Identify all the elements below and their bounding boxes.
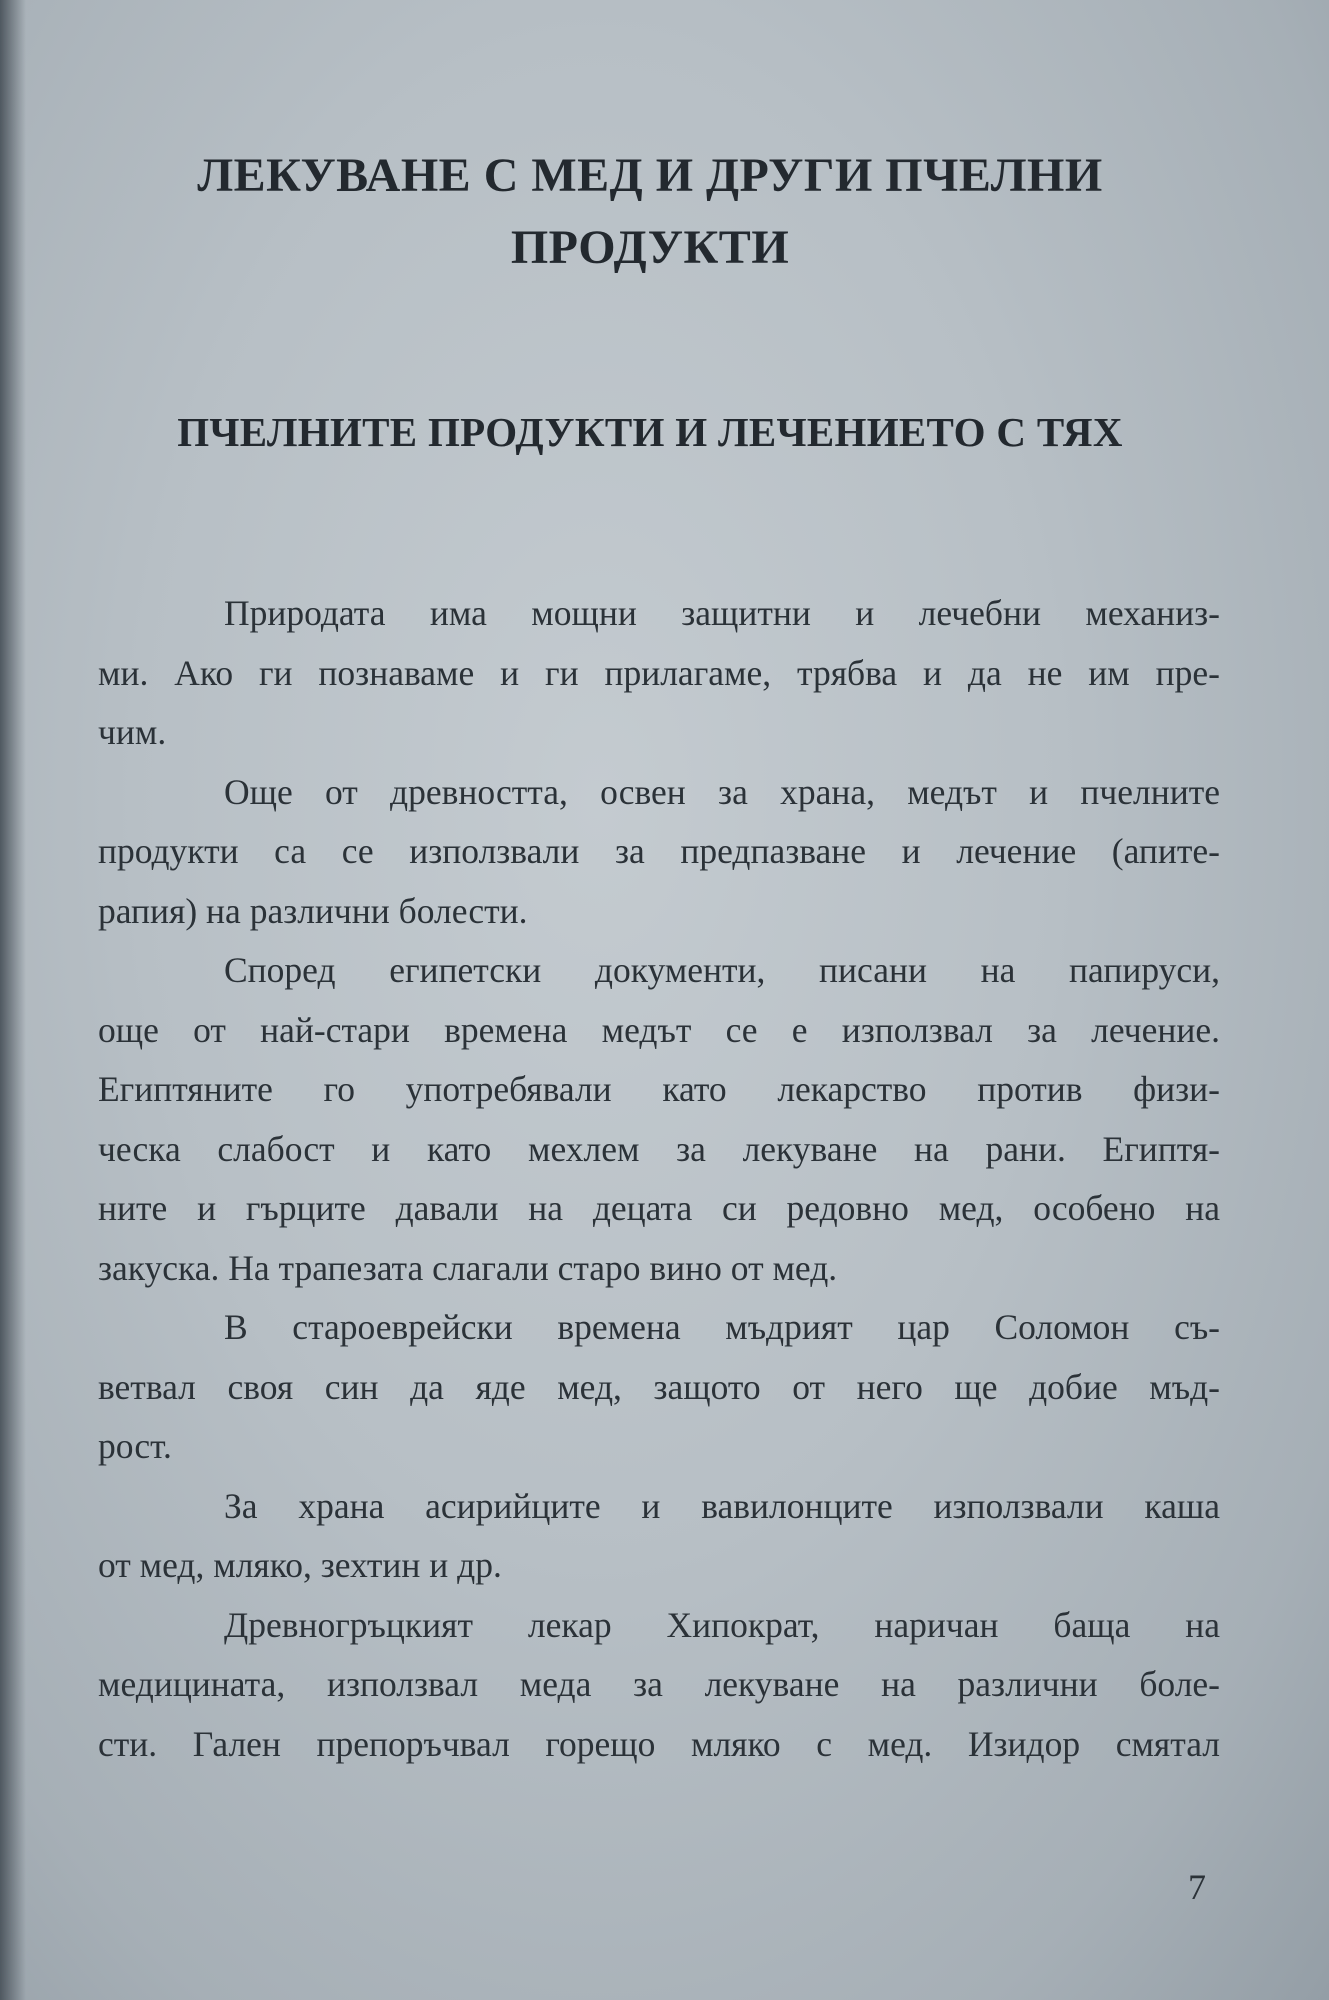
paragraph	[98, 941, 1220, 1298]
text-line: още от най-стари времена медът се е използвал за лечение.	[98, 1009, 1220, 1050]
text-line: от мед, мляко, зехтин и др.	[98, 1545, 502, 1585]
text-line: сти. Гален препоръчвал горещо мляко с мед. Изидор смятал	[98, 1723, 1220, 1764]
text-line: Според египетски документи, писани на папируси,	[224, 950, 1220, 990]
text-line: Древногръцкият лекар Хипократ, наричан баща на	[224, 1604, 1220, 1645]
text-line: ветвал своя син да яде мед, защото от него ще добие мъд-	[98, 1366, 1220, 1407]
text-line: В староеврейски времена мъдрият цар Соломон съ-	[224, 1307, 1220, 1347]
text-line: Още от древността, освен за храна, медът и пчелните	[224, 771, 1220, 812]
text-line: Природата има мощни защитни и лечебни механиз-	[224, 593, 1220, 633]
paragraph	[98, 1596, 1220, 1775]
text-line: медицината, използвал меда за лекуване на различни боле-	[98, 1664, 1220, 1704]
paragraph	[98, 584, 1220, 763]
paragraph	[98, 763, 1220, 942]
chapter-title-line-1: ЛЕКУВАНЕ С МЕД И ДРУГИ ПЧЕЛНИ	[197, 149, 1103, 202]
text-line: ми. Ако ги познаваме и ги прилагаме, трябва и да не им пре-	[98, 652, 1220, 693]
body-text	[98, 584, 1220, 1774]
text-line: закуска. На трапезата слагали старо вино от мед.	[98, 1247, 838, 1288]
binding-shadow	[0, 0, 26, 2000]
text-line: Египтяните го употребявали като лекарство против физи-	[98, 1069, 1220, 1109]
text-line: рост.	[98, 1426, 172, 1466]
text-line: рапия) на различни болести.	[98, 890, 528, 931]
page-number: 7	[1188, 1867, 1206, 1907]
text-line: ческа слабост и като мехлем за лекуване на рани. Египтя-	[98, 1128, 1220, 1169]
chapter-title	[130, 140, 1170, 284]
paragraph	[98, 1477, 1220, 1596]
text-line: продукти са се използвали за предпазване и лечение (апите-	[98, 831, 1220, 871]
text-line: За храна асирийците и вавилонците използвали каша	[224, 1485, 1220, 1526]
text-line: ните и гърците давали на децата си редовно мед, особено на	[98, 1188, 1220, 1228]
text-line: чим.	[98, 712, 167, 752]
paragraph	[98, 1298, 1220, 1477]
chapter-title-line-2: ПРОДУКТИ	[510, 221, 790, 274]
section-title: ПЧЕЛНИТЕ ПРОДУКТИ И ЛЕЧЕНИЕТО С ТЯХ	[177, 409, 1123, 455]
